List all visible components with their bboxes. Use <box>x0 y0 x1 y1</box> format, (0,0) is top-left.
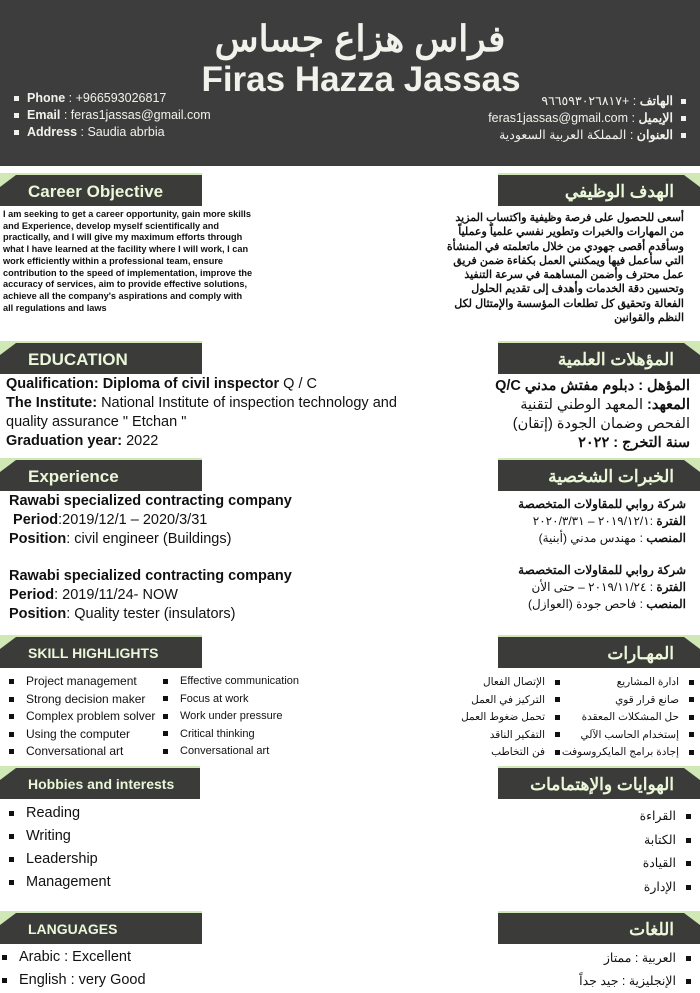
education-details-ar: المؤهل : دبلوم مفتش مدني Q/C المعهد: المعهد الوطني لتقنية الفحص وضمان الجودة (إتقان) سنة التخرج : ٢٠٢٢ <box>495 378 690 451</box>
section-career-objective-ar: الهدف الوظيفي <box>498 173 700 206</box>
skill-item-ar: إجادة برامج المايكروسوفت <box>562 744 694 762</box>
skill-item-ar: صانع قرار قوي <box>562 692 694 710</box>
objective-text: I am seeking to get a career opportunity, gain more skills and Experience, develop myself scientifically and practically, and I will give my maximum efforts through what I have learned at the facility where I will work, I can work efficiently within a professional team, ensure contribution to the speed of implementation, improve the accuracy of services, aim to provide effective solutions, achieve all the company's aspirations and comply with all regulations and laws <box>3 209 253 313</box>
experience-item: Rawabi specialized contracting company Period: 2019/11/24- NOW Position: Quality tester (insulators) <box>9 568 292 622</box>
section-languages: LANGUAGES <box>0 911 202 944</box>
objective-text-ar: أسعى للحصول على فرصة وظيفية واكتساب المزيد من المهارات والخبرات وتطوير نفسي علمياً وعملياً وسأقدم أقصى جهودي من خلال ماتعلمته في المنشأة التي سأعمل فيها ويمكنني العمل بكفاءة ضمن فريق عمل محترف وأضمن المساهمة في سرعة التنفيذ وتحسين دقة الخدمات وأهدف إلى تقديم الحلول الفعالة وتحقيق كل تطلعات المؤسسة والإمتثال لكل النظم والقوانين <box>446 212 684 325</box>
skill-item-ar: حل المشكلات المعقدة <box>562 709 694 727</box>
skills-column-2 <box>163 673 299 761</box>
contact-arabic <box>488 93 694 144</box>
section-education: EDUCATION <box>0 341 202 374</box>
skill-item-ar: إستخدام الحاسب الآلي <box>562 727 694 745</box>
skill-item: Strong decision maker <box>9 691 155 709</box>
name-arabic: فراس هزاع جساس <box>214 18 506 59</box>
language-item-ar: الإنجليزية : جيد جداً <box>579 970 691 993</box>
languages-list <box>2 946 146 992</box>
phone-ar: الهاتف : +٩٦٦٥٩٣٠٢٦٨١٧ <box>488 93 694 110</box>
section-skills: SKILL HIGHLIGHTS <box>0 635 202 668</box>
contact-english <box>6 90 211 141</box>
experience-list-ar <box>518 496 686 613</box>
skill-item: Project management <box>9 673 155 691</box>
section-hobbies-ar: الهوايات والإهتمامات <box>498 766 700 799</box>
skill-item-ar: التركيز في العمل <box>461 692 560 710</box>
hobby-item-ar: الإدارة <box>640 876 691 900</box>
hobby-item: Leadership <box>9 848 111 871</box>
experience-list <box>9 492 292 624</box>
hobby-item-ar: القراءة <box>640 805 691 829</box>
hobby-item: Management <box>9 871 111 894</box>
skills-column-1 <box>9 673 155 761</box>
hobby-item-ar: القيادة <box>640 852 691 876</box>
section-skills-ar: المهـارات <box>498 635 700 668</box>
hobby-item: Writing <box>9 825 111 848</box>
hobbies-list-ar <box>640 805 691 899</box>
skill-item: Complex problem solver <box>9 708 155 726</box>
skill-item-ar: التفكير الناقد <box>461 727 560 745</box>
language-item-ar: العربية : ممتاز <box>579 947 691 970</box>
phone: Phone : +966593026817 <box>6 90 211 107</box>
skill-item-ar: الإتصال الفعال <box>461 674 560 692</box>
skill-item-ar: تحمل ضغوط العمل <box>461 709 560 727</box>
hobby-item-ar: الكتابة <box>640 829 691 853</box>
name-english: Firas Hazza Jassas <box>201 60 521 99</box>
address: Address : Saudia abrbia <box>6 124 211 141</box>
language-item: Arabic : Excellent <box>2 946 146 969</box>
section-experience-ar: الخبرات الشخصية <box>498 458 700 491</box>
skill-item-ar: ادارة المشاريع <box>562 674 694 692</box>
skills-column-1-ar <box>562 674 694 762</box>
skills-column-2-ar <box>461 674 560 762</box>
section-career-objective: Career Objective <box>0 173 202 206</box>
education-details: Qualification: Diploma of civil inspector Q / C The Institute: National Institute of inspection technology and quality assurance " Etchan " Graduation year: 2022 <box>6 376 397 449</box>
experience-item-ar: شركة روابي للمقاولات المتخصصة الفترة :٢٠١٩/١٢/١ – ٢٠٢٠/٣/٣١ المنصب : مهندس مدني (أبنية) <box>518 497 686 545</box>
skill-item: Conversational art <box>9 743 155 761</box>
hobby-item: Reading <box>9 802 111 825</box>
skill-item: Effective communication <box>163 673 299 691</box>
skill-item: Focus at work <box>163 691 299 709</box>
header <box>0 0 700 166</box>
email-ar[interactable]: الإيميل : feras1jassas@gmail.com <box>488 110 694 127</box>
skill-item-ar: فن التخاطب <box>461 744 560 762</box>
section-hobbies: Hobbies and interests <box>0 766 200 799</box>
skill-item: Critical thinking <box>163 726 299 744</box>
experience-item: Rawabi specialized contracting company Period:2019/12/1 – 2020/3/31 Position: civil engineer (Buildings) <box>9 493 292 547</box>
section-education-ar: المؤهلات العلمية <box>498 341 700 374</box>
language-item: English : very Good <box>2 969 146 992</box>
skill-item: Using the computer <box>9 726 155 744</box>
skill-item: Conversational art <box>163 743 299 761</box>
email[interactable]: Email : feras1jassas@gmail.com <box>6 107 211 124</box>
section-experience: Experience <box>0 458 202 491</box>
experience-item-ar: شركة روابي للمقاولات المتخصصة الفترة : ٢٠١٩/١١/٢٤ – حتى الأن المنصب : فاحص جودة (العوازل) <box>518 563 686 611</box>
skill-item: Work under pressure <box>163 708 299 726</box>
hobbies-list <box>9 802 111 894</box>
section-languages-ar: اللغات <box>498 911 700 944</box>
languages-list-ar <box>579 947 691 993</box>
address-ar: العنوان : المملكة العربية السعودية <box>488 127 694 144</box>
